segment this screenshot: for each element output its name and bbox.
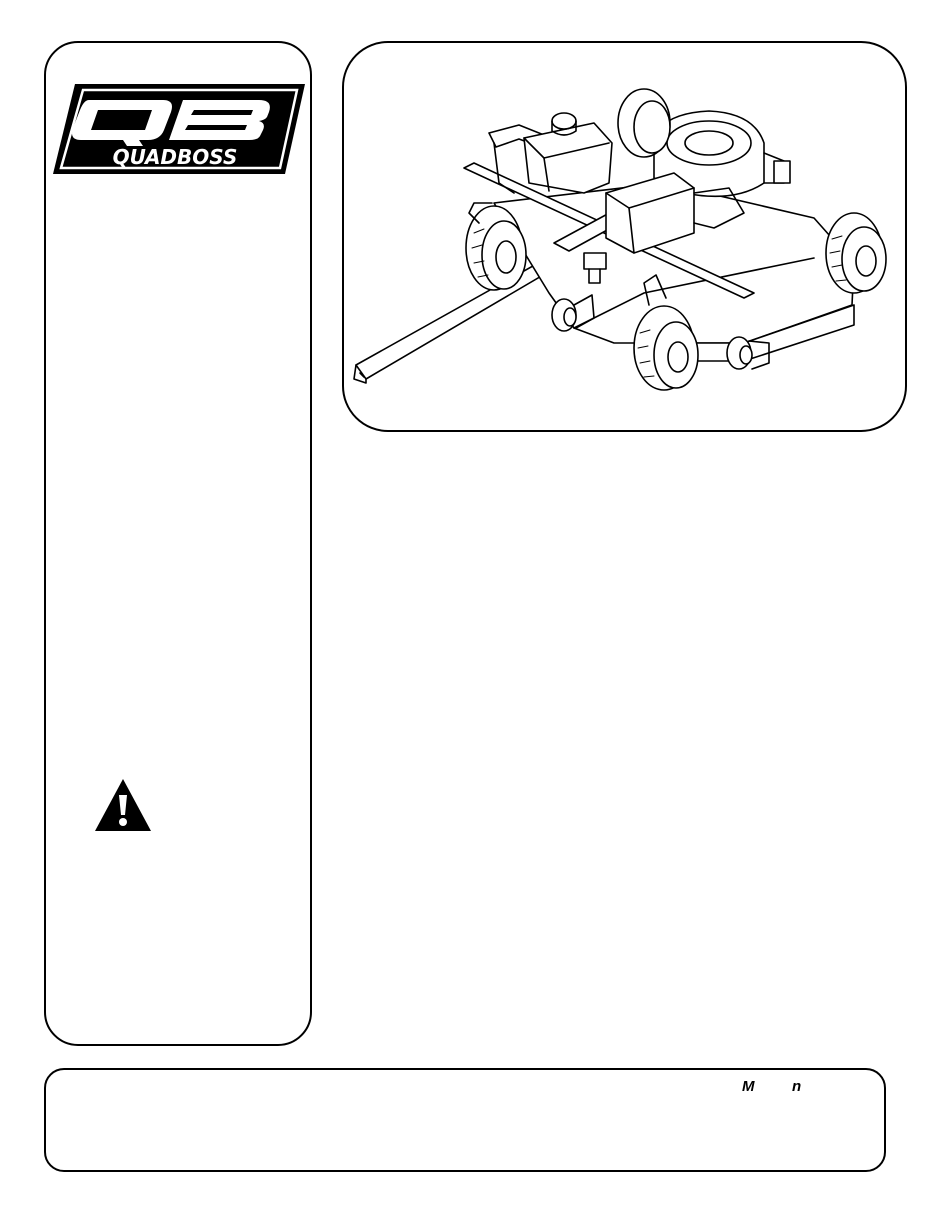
warning-triangle-icon xyxy=(94,777,152,833)
logo-text: QUADBOSS xyxy=(112,145,238,169)
footer-fragment-m: M xyxy=(742,1078,755,1095)
left-sidebar-panel xyxy=(44,41,312,1046)
footer-panel xyxy=(44,1068,886,1172)
footer-fragment-n: n xyxy=(792,1078,802,1095)
product-image-panel xyxy=(342,41,907,432)
quadboss-logo xyxy=(53,84,305,174)
trail-mower-drawing xyxy=(344,43,907,432)
